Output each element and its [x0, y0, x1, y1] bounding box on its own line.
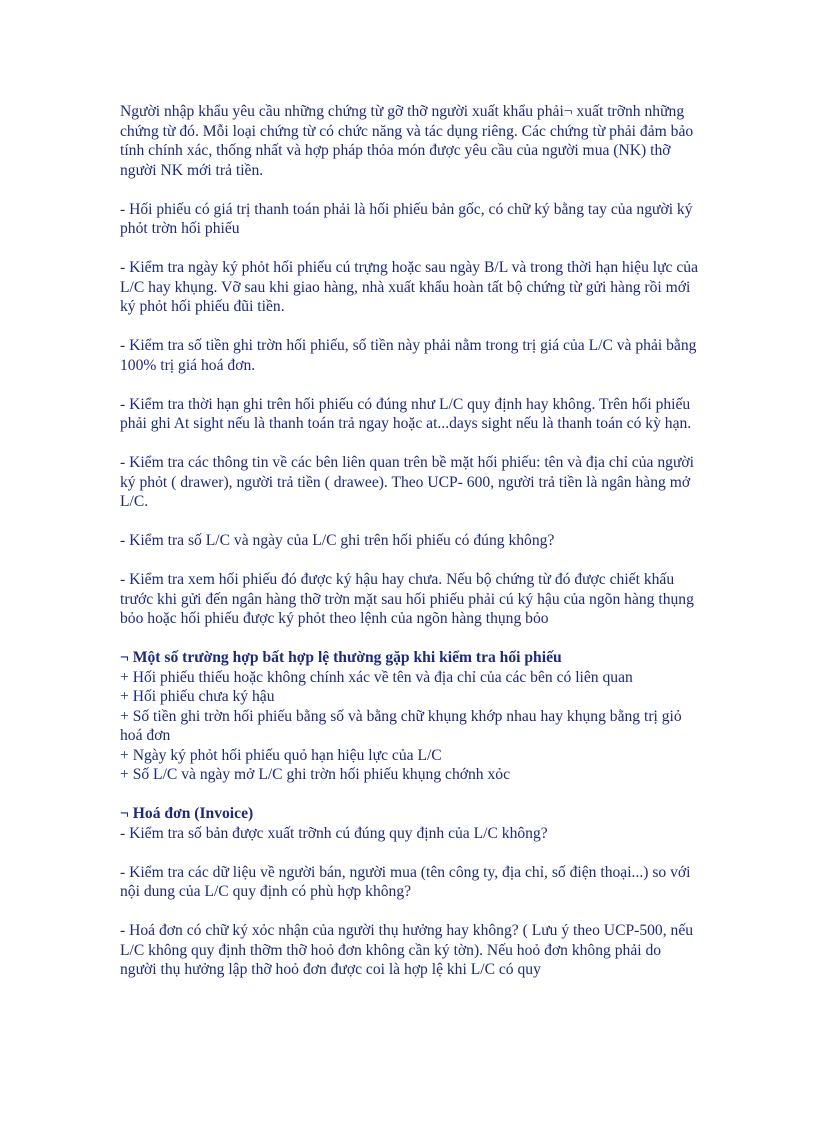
- bill-original-paragraph: - Hối phiếu có giá trị thanh toán phải là hối phiếu bản gốc, có chữ ký bằng tay của người ký phỏt trờn hối phiếu: [120, 200, 693, 237]
- invoice-heading: ¬ Hoá đơn (Invoice): [120, 805, 254, 822]
- common-errors-heading: ¬ Một số trường hợp bất hợp lệ thường gặp khi kiểm tra hối phiếu: [120, 649, 562, 666]
- list-item: + Hối phiếu thiếu hoặc không chính xác về tên và địa chỉ của các bên có liên quan: [120, 668, 633, 686]
- common-errors-section: [120, 648, 700, 785]
- document-page: [120, 102, 700, 999]
- lc-number-paragraph: - Kiểm tra số L/C và ngày của L/C ghi trên hối phiếu có đúng không?: [120, 532, 555, 549]
- invoice-copies-check: - Kiểm tra số bản được xuất trỡnh cú đúng quy định của L/C không?: [120, 824, 548, 842]
- tenor-paragraph: - Kiểm tra thời hạn ghi trên hối phiếu có đúng như L/C quy định hay không. Trên hối phiếu phải ghi At sight nếu là thanh toán trả ngay hoặc at...days sight nếu là thanh toán có kỳ hạn.: [120, 395, 692, 432]
- invoice-data-paragraph: - Kiểm tra các dữ liệu về người bán, người mua (tên công ty, địa chỉ, số điện thoại...) so với nội dung của L/C quy định có phù hợp không?: [120, 863, 691, 900]
- endorsement-paragraph: - Kiểm tra xem hối phiếu đó được ký hậu hay chưa. Nếu bộ chứng từ đó được chiết khấu trước khi gửi đến ngân hàng thỡ trờn mặt sau hối phiếu phải cú ký hậu của ngõn hàng thụng bỏo hoặc hối phiếu được ký phỏt theo lệnh của ngõn hàng thụng bỏo: [120, 571, 694, 627]
- invoice-signature-paragraph: - Hoá đơn có chữ ký xỏc nhận của người thụ hưởng hay không? ( Lưu ý theo UCP-500, nếu L/C không quy định thỡm thỡ hoỏ đơn không cần ký tờn). Nếu hoỏ đơn không phải do người thụ hưởng lập thỡ hoỏ đơn được coi là hợp lệ khi L/C có quy: [120, 922, 694, 978]
- issue-date-paragraph: - Kiểm tra ngày ký phỏt hối phiếu cú trựng hoặc sau ngày B/L và trong thời hạn hiệu lực của L/C hay khụng. Vỡ sau khi giao hàng, nhà xuất khẩu hoàn tất bộ chứng từ gửi hàng rồi mới ký phỏt hối phiếu đũi tiền.: [120, 259, 699, 315]
- list-item: + Số tiền ghi trờn hối phiếu bằng số và bằng chữ khụng khớp nhau hay khụng bằng trị giỏ hoá đơn: [120, 707, 682, 744]
- amount-paragraph: - Kiểm tra số tiền ghi trờn hối phiếu, số tiền này phải nằm trong trị giá của L/C và phải bằng 100% trị giá hoá đơn.: [120, 337, 697, 374]
- invoice-section: [120, 804, 700, 843]
- list-item: + Hối phiếu chưa ký hậu: [120, 688, 275, 705]
- list-item: + Số L/C và ngày mở L/C ghi trờn hối phiếu khụng chớnh xỏc: [120, 766, 510, 783]
- parties-paragraph: - Kiểm tra các thông tin về các bên liên quan trên bề mặt hối phiếu: tên và địa chỉ của người ký phỏt ( drawer), người trả tiền ( drawee). Theo UCP- 600, người trả tiền là ngân hàng mở L/C.: [120, 454, 694, 510]
- intro-paragraph: Người nhập khẩu yêu cầu những chứng từ gỡ thỡ người xuất khẩu phải¬ xuất trỡnh những chứng từ đó. Mỗi loại chứng từ có chức năng và tác dụng riêng. Các chứng từ phải đảm bảo tính chính xác, thống nhất và hợp pháp thỏa món được yêu cầu của người mua (NK) thỡ người NK mới trả tiền.: [120, 103, 694, 179]
- list-item: + Ngày ký phỏt hối phiếu quỏ hạn hiệu lực của L/C: [120, 746, 442, 764]
